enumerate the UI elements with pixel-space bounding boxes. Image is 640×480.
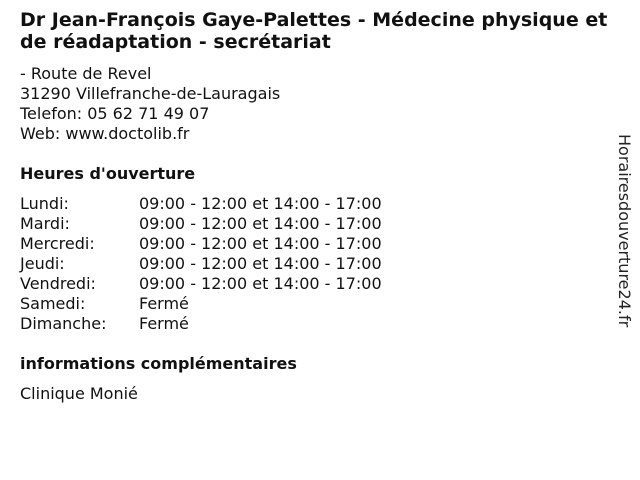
- page-title: Dr Jean-François Gaye-Palettes - Médecine physique et de réadaptation - secrétariat: [20, 9, 608, 53]
- city-postal-code: 31290 Villefranche-de-Lauragais: [20, 84, 281, 103]
- hours-row-monday: [20, 194, 440, 214]
- day-label: Mardi:: [20, 214, 70, 233]
- day-label: Jeudi:: [20, 254, 65, 273]
- day-label: Samedi:: [20, 294, 86, 313]
- hours-row-tuesday: [20, 214, 440, 234]
- time-value: 09:00 - 12:00 et 14:00 - 17:00: [139, 254, 382, 273]
- day-label: Mercredi:: [20, 234, 95, 253]
- time-value: 09:00 - 12:00 et 14:00 - 17:00: [139, 274, 382, 293]
- additional-info-heading: informations complémentaires: [20, 354, 297, 373]
- day-label: Lundi:: [20, 194, 69, 213]
- hours-row-friday: [20, 274, 440, 294]
- website-link[interactable]: Web: www.doctolib.fr: [20, 124, 190, 143]
- hours-row-saturday: [20, 294, 440, 314]
- hours-row-thursday: [20, 254, 440, 274]
- hours-row-sunday: [20, 314, 440, 334]
- day-label: Dimanche:: [20, 314, 107, 333]
- opening-hours-heading: Heures d'ouverture: [20, 164, 196, 183]
- phone-number: Telefon: 05 62 71 49 07: [20, 104, 210, 123]
- time-value: Fermé: [139, 294, 189, 313]
- site-watermark: Horairesdouverture24.fr: [615, 134, 634, 328]
- hours-row-wednesday: [20, 234, 440, 254]
- time-value: 09:00 - 12:00 et 14:00 - 17:00: [139, 214, 382, 233]
- additional-info-text: Clinique Monié: [20, 384, 138, 403]
- time-value: Fermé: [139, 314, 189, 333]
- address-block: [20, 64, 280, 144]
- opening-hours-table: [20, 194, 440, 334]
- time-value: 09:00 - 12:00 et 14:00 - 17:00: [139, 194, 382, 213]
- day-label: Vendredi:: [20, 274, 96, 293]
- time-value: 09:00 - 12:00 et 14:00 - 17:00: [139, 234, 382, 253]
- street-address: - Route de Revel: [20, 64, 152, 83]
